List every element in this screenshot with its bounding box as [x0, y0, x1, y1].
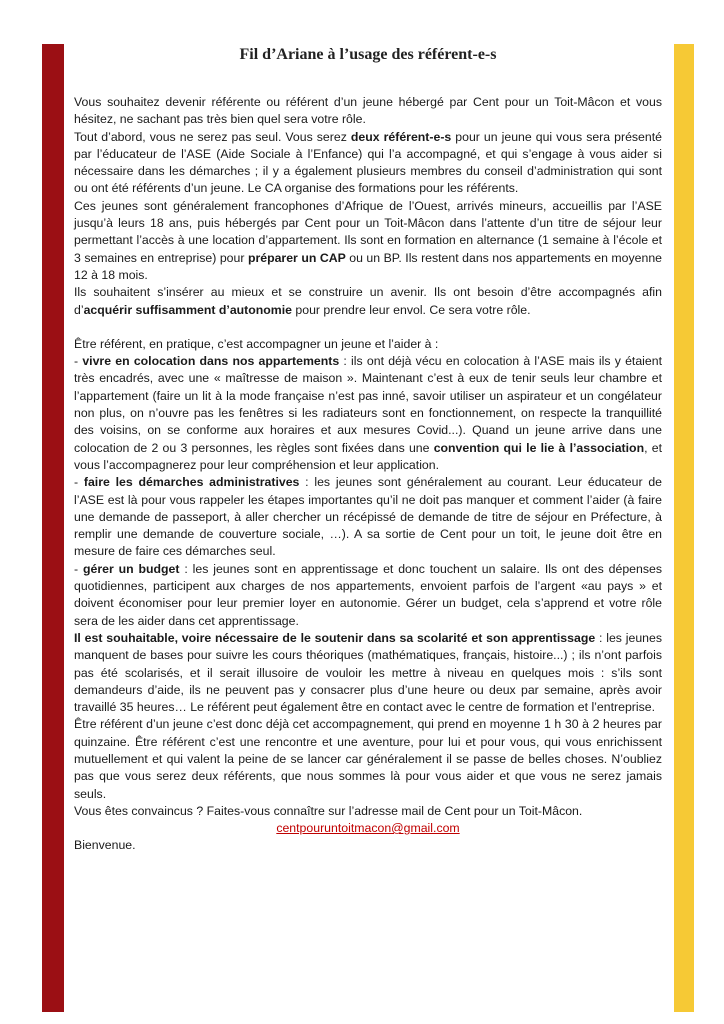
- intro-paragraph-3: [74, 198, 662, 284]
- bold-run: convention qui le lie à l’association: [433, 440, 645, 455]
- document-title: Fil d’Ariane à l’usage des référent-e-s: [239, 46, 497, 63]
- bold-run: acquérir suffisamment d’autonomie: [83, 302, 292, 317]
- email-line: [74, 820, 662, 837]
- text-run: : les jeunes sont généralement au courant. Leur éducateur de l’ASE est là pour vous rappeler les étapes importantes qu’il ne doit pas manquer et comment l’aider (à faire une demande de passeport, à aller chercher un récépissé de demande de titre de séjour en Préfecture, à remplir une demande de couverture sociale, …). A sa sortie de Cent pour un toit, le jeune doit être en mesure de faire ces démarches seul.: [74, 475, 662, 559]
- text-run: -: [74, 354, 83, 369]
- bold-run: faire les démarches administratives: [83, 475, 300, 490]
- bold-run: vivre en colocation dans nos appartements: [82, 354, 340, 369]
- paragraph-gap: [74, 319, 662, 336]
- practice-item-budget: [74, 561, 662, 630]
- closing-text: Bienvenue.: [74, 838, 136, 853]
- text-run: -: [74, 561, 83, 576]
- text-run: ou un BP. Ils restent dans nos appartements en moyenne 12 à 18 mois.: [74, 250, 662, 282]
- bold-run: préparer un CAP: [247, 250, 346, 265]
- left-decorative-stripe: [42, 44, 64, 1012]
- document-page: [74, 46, 662, 855]
- practice-item-administrative: [74, 474, 662, 560]
- text-run: -: [74, 475, 84, 490]
- document-body: [74, 94, 662, 855]
- intro-paragraph-4: [74, 284, 662, 319]
- intro-paragraph-1: Vous souhaitez devenir référente ou référent d’un jeune hébergé par Cent pour un Toit-Mâcon et vous hésitez, ne sachant pas très bien quel sera votre rôle.: [74, 95, 662, 127]
- text-run: Tout d’abord, vous ne serez pas seul. Vous serez: [74, 129, 351, 144]
- practice-item-colocation: [74, 353, 662, 474]
- text-run: : les jeunes sont en apprentissage et donc touchent un salaire. Ils ont des dépenses quotidiennes, participent aux charges de nos appartements, envoient parfois de l’argent «au pays » et doivent économiser pour leur premier loyer en autonomie. Gérer un budget, cela s’apprend et votre rôle sera de les aider dans cet apprentissage.: [74, 561, 662, 628]
- text-run: : les jeunes manquent de bases pour suivre les cours théoriques (mathématiques, français, histoire...) ; ils n’ont parfois pas été scolarisés, et il serait illusoire de vouloir les mettre à niveau en quelques mois : s’ils sont demandeurs d’aide, ils ne peuvent pas y consacrer plus d’une heure ou deux par semaine, après avoir travaillé 35 heures… Le référent peut également être en contact avec le centre de formation et l’entreprise.: [74, 630, 662, 715]
- bold-run: gérer un budget: [82, 561, 180, 576]
- text-run: pour un jeune qui vous sera présenté par l’éducateur de l’ASE (Aide Sociale à l’Enfance) qui l’a accompagné, et qui s’engage à vous aider si nécessaire dans les démarches ; il y a également plusieurs membres du conseil d’administration qui sont ou ont été référents d’un jeune. Le CA organise des formations pour les référents.: [74, 129, 662, 196]
- text-run: , et vous l’accompagnerez pour leur compréhension et leur application.: [74, 440, 662, 472]
- text-run: Ces jeunes sont généralement francophones d’Afrique de l’Ouest, arrivés mineurs, accueillis par l’ASE jusqu’à leurs 18 ans, puis hébergés par Cent pour un Toit-Mâcon dans l’attente d’un titre de séjour leur permettant l’accès à une location d’appartement. Ils sont en formation en alternance (1 semaine à l’école et 3 semaines en entreprise) pour: [74, 198, 662, 265]
- practice-call-to-action: Vous êtes convaincus ? Faites-vous connaître sur l’adresse mail de Cent pour un Toit-Mâcon.: [74, 803, 583, 818]
- practice-summary: Être référent d’un jeune c’est donc déjà cet accompagnement, qui prend en moyenne 1 h 30 à 2 heures par quinzaine. Être référent c’est une rencontre et une aventure, pour lui et pour vous, qui vous enrichissent mutuellement et qui valent la peine de se lancer car généralement il se passe de belles choses. N’oubliez pas que vous serez deux référents, que nous sommes là pour vous aider et que vous ne serez jamais seuls.: [74, 717, 662, 801]
- right-decorative-stripe: [674, 44, 694, 1012]
- practice-school-support: [74, 630, 662, 716]
- text-run: : ils ont déjà vécu en colocation à l’ASE mais ils y étaient très encadrés, avec une « maîtresse de maison ». Maintenant c’est à eux de tenir seuls leur chambre et l’appartement (faire un lit à la mode française n’est pas inné, savoir utiliser un aspirateur et un congélateur non plus, on n’ouvre pas les fenêtres si les radiateurs sont en fonctionnement, on respecte la tranquillité des voisins, on se conforme aux horaires et aux mesures Covid...). Quand un jeune arrive dans une colocation de 2 ou 3 personnes, les règles sont fixées dans une: [74, 354, 663, 455]
- bold-run: Il est souhaitable, voire nécessaire de le soutenir dans sa scolarité et son apprentissage: [74, 630, 596, 645]
- intro-paragraph-2: [74, 129, 662, 198]
- text-run: pour prendre leur envol. Ce sera votre rôle.: [291, 302, 531, 317]
- email-link[interactable]: centpouruntoitmacon@gmail.com: [276, 821, 460, 836]
- practice-lead: Être référent, en pratique, c’est accompagner un jeune et l’aider à :: [74, 336, 439, 351]
- text-run: Ils souhaitent s’insérer au mieux et se construire un avenir. Ils ont besoin d’être accompagnés afin d’: [74, 285, 662, 317]
- bold-run: deux référent-e-s: [350, 129, 452, 144]
